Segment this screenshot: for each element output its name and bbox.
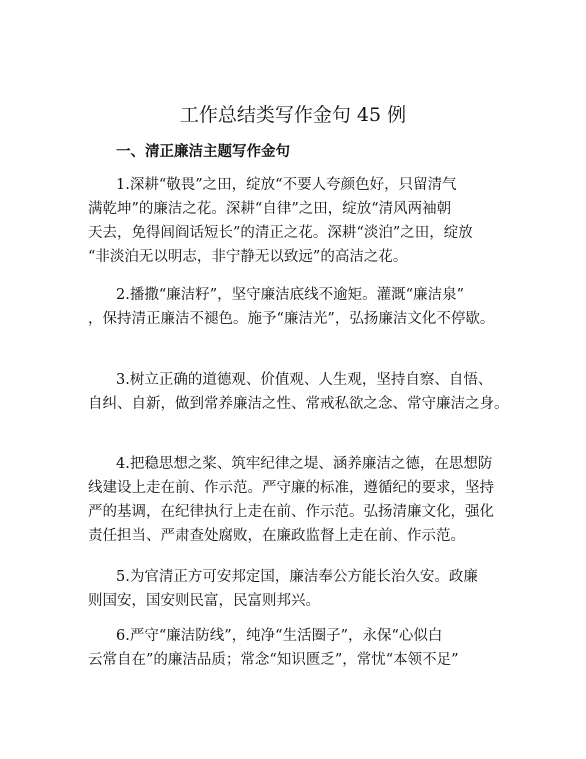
paragraph-6 <box>88 624 528 672</box>
paragraph-2 <box>88 283 528 331</box>
paragraph-3 <box>88 368 528 416</box>
paragraph-line: 自纠、自新，做到常养廉洁之性、常戒私欲之念、常守廉洁之身。 <box>88 396 509 412</box>
paragraph-line: 满乾坤”的廉洁之花。深耕“自律”之田，绽放“清风两袖朝 <box>88 201 452 217</box>
paragraph-line: 5.为官清正方可安邦定国，廉洁奉公方能长治久安。政廉 <box>116 569 478 585</box>
paragraph-line: 云常自在”的廉洁品质；常念“知识匮乏”，常忧“本领不足” <box>88 652 459 668</box>
paragraph-4 <box>88 452 528 548</box>
paragraph-line: 6.严守“廉洁防线”，纯净“生活圈子”，永保“心似白 <box>116 628 443 644</box>
paragraph-line: 3.树立正确的道德观、价值观、人生观，坚持自察、自悟、 <box>116 372 493 388</box>
paragraph-line: 2.播撒“廉洁籽”，坚守廉洁底线不逾矩。灌溉“廉洁泉” <box>116 287 464 303</box>
paragraph-5 <box>88 565 528 613</box>
paragraph-line: 天去，免得闾阎话短长”的清正之花。深耕“淡泊”之田，绽放 <box>88 225 473 241</box>
paragraph-line: “非淡泊无以明志，非宁静无以致远”的高洁之花。 <box>88 249 408 265</box>
paragraph-line: 4.把稳思想之桨、筑牢纪律之堤、涵养廉洁之德，在思想防 <box>116 456 493 472</box>
paragraph-line: 线建设上走在前、作示范。严守廉的标准，遵循纪的要求，坚持 <box>88 480 494 496</box>
paragraph-line: ，保持清正廉洁不褪色。施予“廉洁光”，弘扬廉洁文化不停歇。 <box>88 311 495 327</box>
paragraph-line: 责任担当、严肃查处腐败，在廉政监督上走在前、作示范。 <box>88 528 465 544</box>
paragraph-1 <box>88 173 528 269</box>
section-heading: 一、清正廉洁主题写作金句 <box>116 143 290 160</box>
paragraph-line: 则国安，国安则民富，民富则邦兴。 <box>88 593 320 609</box>
paragraph-line: 1.深耕“敬畏”之田，绽放“不要人夸颜色好，只留清气 <box>116 177 457 193</box>
paragraph-line: 严的基调，在纪律执行上走在前、作示范。弘扬清廉文化，强化 <box>88 504 494 520</box>
document-title: 工作总结类写作金句 45 例 <box>179 104 407 126</box>
